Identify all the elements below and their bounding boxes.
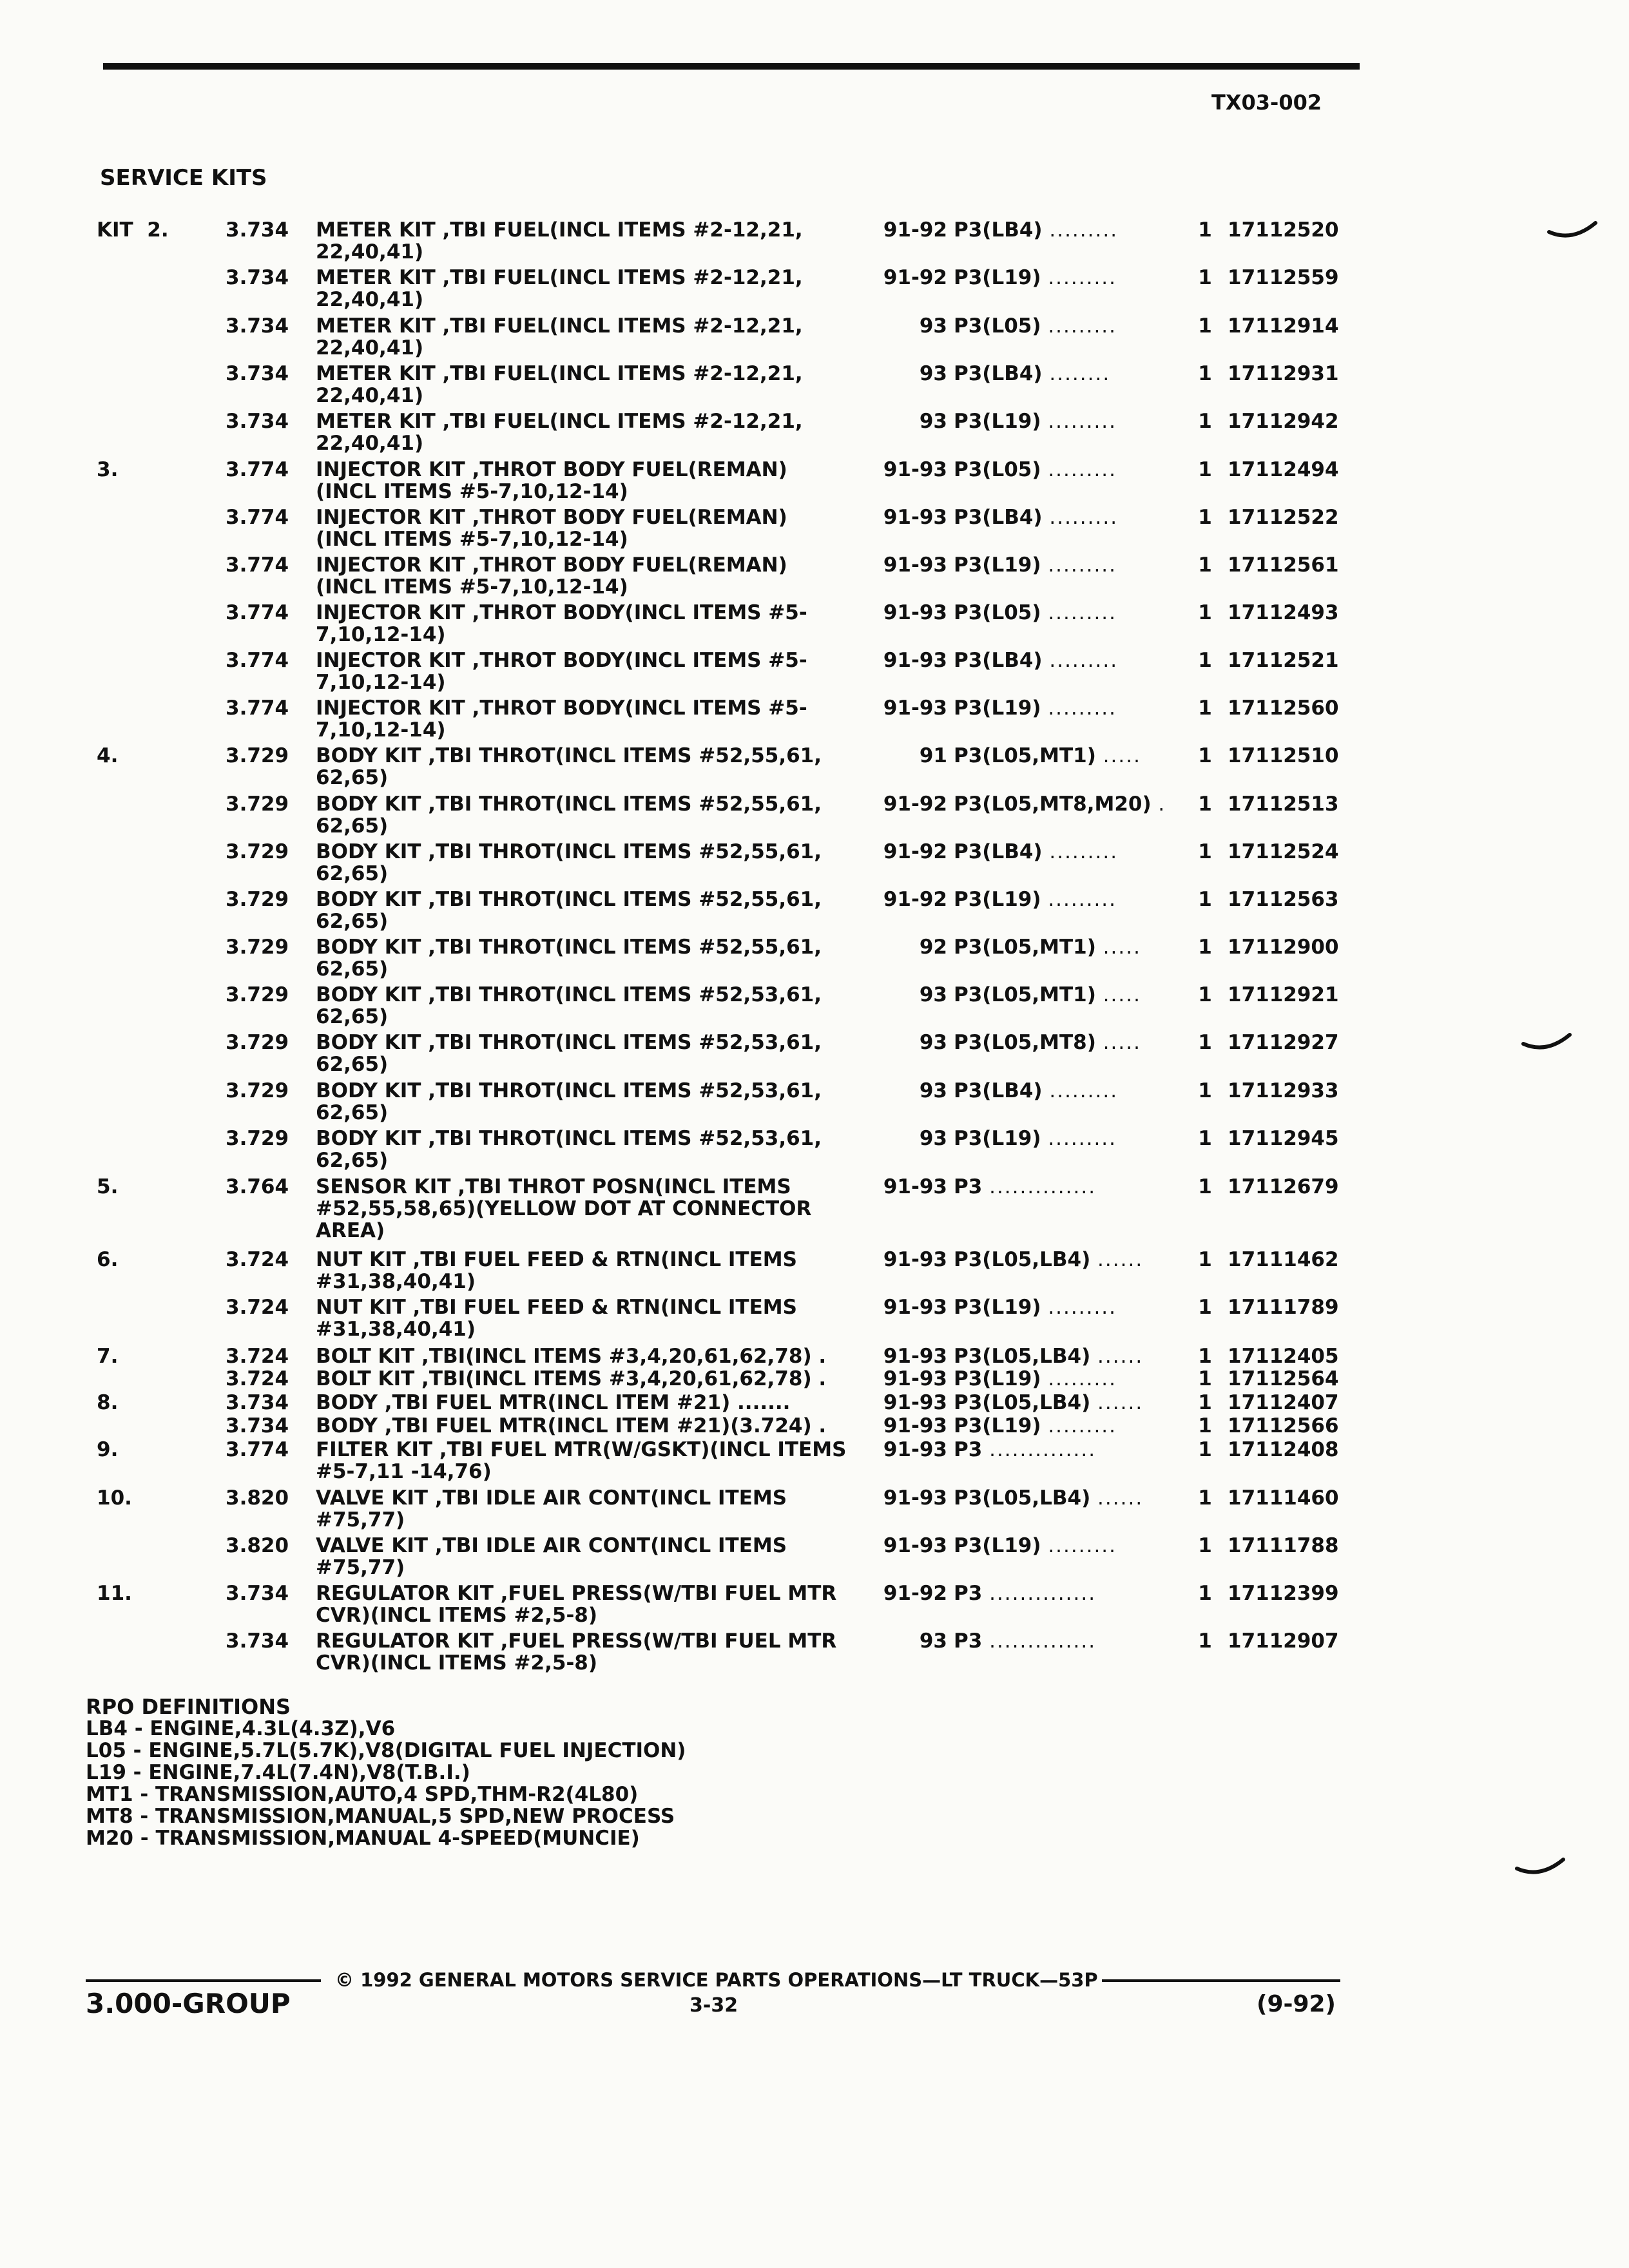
model-code-text: P3(L05) [954, 458, 1041, 481]
model-code-text: P3(LB4) [954, 218, 1043, 242]
part-description: VALVE KIT ,TBI IDLE AIR CONT(INCL ITEMS #75,77) [316, 1486, 787, 1532]
quantity: 1 [1198, 266, 1212, 289]
leader-dots: .............. [989, 1175, 1097, 1198]
quantity: 1 [1198, 1391, 1212, 1414]
leader-dots: ......... [1049, 840, 1119, 863]
quantity: 1 [1198, 1438, 1212, 1461]
part-description: BODY KIT ,TBI THROT(INCL ITEMS #52,55,61, 62,65) [316, 793, 822, 838]
model-code [954, 363, 1173, 385]
quantity: 1 [1198, 506, 1212, 529]
reference-number: 3.729 [226, 1079, 289, 1102]
footer-date: (9-92) [1257, 1991, 1336, 2017]
quantity: 1 [1198, 1248, 1212, 1271]
part-description: BODY KIT ,TBI THROT(INCL ITEMS #52,53,61, 62,65) [316, 1127, 822, 1172]
reference-number: 3.774 [226, 506, 289, 529]
quantity: 1 [1198, 1079, 1212, 1102]
reference-number: 3.774 [226, 553, 289, 577]
reference-number: 3.734 [226, 1582, 289, 1605]
reference-number: 3.724 [226, 1248, 289, 1271]
model-code-text: P3(L05,LB4) [954, 1248, 1091, 1271]
reference-number: 3.724 [226, 1345, 289, 1368]
part-description: BODY KIT ,TBI THROT(INCL ITEMS #52,53,61, 62,65) [316, 1031, 822, 1076]
leader-dots: ......... [1049, 649, 1119, 672]
part-description: REGULATOR KIT ,FUEL PRESS(W/TBI FUEL MTR CVR)(INCL ITEMS #2,5-8) [316, 1629, 837, 1675]
part-number: 17112942 [1228, 410, 1339, 433]
footer-copyright: © 1992 GENERAL MOTORS SERVICE PARTS OPERATIONS—LT TRUCK—53P [335, 1969, 1098, 1991]
footer-rule-right [1102, 1979, 1340, 1982]
leader-dots: ......... [1049, 218, 1119, 242]
top-rule [103, 63, 1360, 70]
model-year: 91-93 [883, 1367, 947, 1390]
reference-number: 3.729 [226, 1031, 289, 1054]
model-code-text: P3 [954, 1438, 983, 1461]
rpo-line: M20 - TRANSMISSION,MANUAL 4-SPEED(MUNCIE) [86, 1827, 640, 1850]
model-year: 91 [919, 744, 947, 767]
part-number: 17112521 [1228, 649, 1339, 672]
reference-number: 3.820 [226, 1534, 289, 1557]
part-description: FILTER KIT ,TBI FUEL MTR(W/GSKT)(INCL ITEMS #5-7,11 -14,76) [316, 1438, 847, 1483]
model-code-text: P3(L19) [954, 1127, 1041, 1150]
leader-dots: ...... [1097, 1248, 1144, 1271]
part-number: 17112493 [1228, 601, 1339, 624]
reference-number: 3.734 [226, 362, 289, 385]
rpo-line: L05 - ENGINE,5.7L(5.7K),V8(DIGITAL FUEL INJECTION) [86, 1739, 686, 1762]
model-code [954, 602, 1173, 624]
leader-dots: ......... [1048, 314, 1117, 338]
part-number: 17112907 [1228, 1629, 1339, 1653]
leader-dots: ...... [1097, 1345, 1144, 1368]
part-number: 17112679 [1228, 1175, 1339, 1198]
model-year: 91-93 [883, 506, 947, 529]
model-code [954, 1368, 1173, 1390]
leader-dots: ...... [1097, 1486, 1144, 1510]
model-code-text: P3 [954, 1175, 983, 1198]
part-number: 17112945 [1228, 1127, 1339, 1150]
model-code-text: P3(L19) [954, 697, 1041, 720]
part-description: INJECTOR KIT ,THROT BODY(INCL ITEMS #5- 7,10,12-14) [316, 601, 807, 646]
part-number: 17112914 [1228, 314, 1339, 338]
part-description: NUT KIT ,TBI FUEL FEED & RTN(INCL ITEMS #31,38,40,41) [316, 1248, 797, 1293]
quantity: 1 [1198, 840, 1212, 863]
reference-number: 3.729 [226, 840, 289, 863]
quantity: 1 [1198, 458, 1212, 481]
model-year: 91-92 [883, 1582, 947, 1605]
part-description: INJECTOR KIT ,THROT BODY FUEL(REMAN) (INCL ITEMS #5-7,10,12-14) [316, 458, 787, 503]
model-code-text: P3 [954, 1629, 983, 1653]
model-year: 93 [919, 1079, 947, 1102]
binder-mark [1521, 1031, 1572, 1057]
part-description: INJECTOR KIT ,THROT BODY(INCL ITEMS #5- 7,10,12-14) [316, 649, 807, 694]
model-year: 91-93 [883, 1414, 947, 1437]
leader-dots: ..... [1103, 983, 1141, 1006]
reference-number: 3.734 [226, 410, 289, 433]
quantity: 1 [1198, 1582, 1212, 1605]
reference-number: 3.729 [226, 793, 289, 816]
part-description: METER KIT ,TBI FUEL(INCL ITEMS #2-12,21, 22,40,41) [316, 218, 803, 264]
binder-mark [1514, 1856, 1566, 1881]
leader-dots: ...... [1097, 1391, 1144, 1414]
leader-dots: ......... [1048, 266, 1117, 289]
kit-number: 7. [97, 1345, 119, 1368]
model-code [954, 841, 1173, 863]
model-year: 91-93 [883, 697, 947, 720]
rpo-line: MT8 - TRANSMISSION,MANUAL,5 SPD,NEW PROCESS [86, 1805, 675, 1828]
model-year: 91-93 [883, 1345, 947, 1368]
kit-number: 10. [97, 1486, 132, 1510]
model-code [954, 984, 1173, 1006]
model-code [954, 554, 1173, 576]
part-number: 17112564 [1228, 1367, 1339, 1390]
model-code [954, 1296, 1173, 1318]
part-description: BODY KIT ,TBI THROT(INCL ITEMS #52,53,61, 62,65) [316, 983, 822, 1028]
model-code-text: P3(L19) [954, 553, 1041, 577]
model-code [954, 793, 1173, 815]
leader-dots: ......... [1048, 1414, 1117, 1437]
model-code [954, 1080, 1173, 1102]
kit-number: 5. [97, 1175, 119, 1198]
model-year: 91-93 [883, 649, 947, 672]
model-code [954, 1415, 1173, 1437]
leader-dots: ......... [1048, 888, 1117, 911]
model-code [954, 745, 1173, 767]
model-year: 91-93 [883, 458, 947, 481]
leader-dots: ......... [1048, 1534, 1117, 1557]
part-number: 17112408 [1228, 1438, 1339, 1461]
kit-number: 4. [97, 744, 119, 767]
part-number: 17112522 [1228, 506, 1339, 529]
quantity: 1 [1198, 744, 1212, 767]
quantity: 1 [1198, 888, 1212, 911]
leader-dots: ......... [1048, 601, 1117, 624]
part-description: BODY KIT ,TBI THROT(INCL ITEMS #52,53,61, 62,65) [316, 1079, 822, 1124]
part-description: REGULATOR KIT ,FUEL PRESS(W/TBI FUEL MTR CVR)(INCL ITEMS #2,5-8) [316, 1582, 837, 1627]
leader-dots: .............. [989, 1438, 1097, 1461]
part-number: 17112524 [1228, 840, 1339, 863]
leader-dots: ......... [1048, 410, 1117, 433]
quantity: 1 [1198, 314, 1212, 338]
model-year: 91-92 [883, 218, 947, 242]
model-code-text: P3(L19) [954, 888, 1041, 911]
leader-dots: ......... [1048, 1296, 1117, 1319]
section-title: SERVICE KITS [100, 165, 267, 191]
reference-number: 3.729 [226, 744, 289, 767]
quantity: 1 [1198, 697, 1212, 720]
quantity: 1 [1198, 218, 1212, 242]
part-description: BOLT KIT ,TBI(INCL ITEMS #3,4,20,61,62,78) . [316, 1345, 827, 1368]
leader-dots: ......... [1048, 1367, 1117, 1390]
model-code [954, 1535, 1173, 1557]
reference-number: 3.764 [226, 1175, 289, 1198]
rpo-definitions [86, 1696, 686, 1849]
reference-number: 3.820 [226, 1486, 289, 1510]
part-description: METER KIT ,TBI FUEL(INCL ITEMS #2-12,21, 22,40,41) [316, 410, 803, 455]
binder-mark [1547, 219, 1598, 245]
model-year: 91-93 [883, 1175, 947, 1198]
leader-dots: .............. [989, 1629, 1097, 1653]
part-description: BODY ,TBI FUEL MTR(INCL ITEM #21) ....... [316, 1391, 791, 1414]
part-number: 17112559 [1228, 266, 1339, 289]
model-year: 92 [919, 936, 947, 959]
part-number: 17112931 [1228, 362, 1339, 385]
reference-number: 3.734 [226, 314, 289, 338]
model-code-text: P3(L05,MT1) [954, 744, 1096, 767]
reference-number: 3.729 [226, 1127, 289, 1150]
model-year: 93 [919, 1127, 947, 1150]
part-description: INJECTOR KIT ,THROT BODY FUEL(REMAN) (INCL ITEMS #5-7,10,12-14) [316, 553, 787, 599]
part-number: 17112399 [1228, 1582, 1339, 1605]
footer-rule-left [86, 1979, 321, 1982]
part-number: 17112513 [1228, 793, 1339, 816]
model-year: 91-93 [883, 1486, 947, 1510]
model-code [954, 1345, 1173, 1367]
model-code [954, 219, 1173, 241]
model-year: 91-92 [883, 840, 947, 863]
part-description: METER KIT ,TBI FUEL(INCL ITEMS #2-12,21, 22,40,41) [316, 314, 803, 360]
page-number: 3-32 [689, 1994, 738, 2017]
model-code [954, 267, 1173, 289]
reference-number: 3.734 [226, 1391, 289, 1414]
model-year: 91-92 [883, 793, 947, 816]
reference-number: 3.724 [226, 1367, 289, 1390]
kit-number: 11. [97, 1582, 132, 1605]
part-description: SENSOR KIT ,TBI THROT POSN(INCL ITEMS #52,55,58,65)(YELLOW DOT AT CONNECTOR AREA) [316, 1175, 812, 1242]
part-description: INJECTOR KIT ,THROT BODY(INCL ITEMS #5- 7,10,12-14) [316, 697, 807, 742]
part-description: BODY KIT ,TBI THROT(INCL ITEMS #52,55,61, 62,65) [316, 744, 822, 789]
kit-number: KIT 2. [97, 218, 169, 242]
leader-dots: ..... [1103, 1031, 1141, 1054]
rpo-line: MT1 - TRANSMISSION,AUTO,4 SPD,THM-R2(4L80) [86, 1783, 639, 1806]
model-code [954, 889, 1173, 910]
model-code [954, 1582, 1173, 1604]
model-code [954, 1439, 1173, 1461]
quantity: 1 [1198, 1296, 1212, 1319]
kit-number: 8. [97, 1391, 119, 1414]
reference-number: 3.774 [226, 1438, 289, 1461]
quantity: 1 [1198, 1175, 1212, 1198]
rpo-title: RPO DEFINITIONS [86, 1695, 291, 1719]
leader-dots: ......... [1049, 1079, 1119, 1102]
model-code [954, 1392, 1173, 1414]
model-code-text: P3(LB4) [954, 506, 1043, 529]
quantity: 1 [1198, 1031, 1212, 1054]
part-description: BODY KIT ,TBI THROT(INCL ITEMS #52,55,61, 62,65) [316, 888, 822, 933]
quantity: 1 [1198, 601, 1212, 624]
part-number: 17112900 [1228, 936, 1339, 959]
quantity: 1 [1198, 362, 1212, 385]
model-code-text: P3(L19) [954, 1414, 1041, 1437]
quantity: 1 [1198, 1414, 1212, 1437]
part-description: BODY KIT ,TBI THROT(INCL ITEMS #52,55,61, 62,65) [316, 936, 822, 981]
quantity: 1 [1198, 983, 1212, 1006]
part-number: 17112520 [1228, 218, 1339, 242]
quantity: 1 [1198, 936, 1212, 959]
model-year: 91-93 [883, 1391, 947, 1414]
document-code: TX03-002 [1211, 90, 1322, 115]
model-year: 91-93 [883, 1534, 947, 1557]
model-code-text: P3(LB4) [954, 362, 1043, 385]
model-code [954, 936, 1173, 958]
reference-number: 3.734 [226, 218, 289, 242]
model-code-text: P3 [954, 1582, 983, 1605]
reference-number: 3.774 [226, 601, 289, 624]
leader-dots: .............. [989, 1582, 1097, 1605]
part-number: 17112563 [1228, 888, 1339, 911]
rpo-line: LB4 - ENGINE,4.3L(4.3Z),V6 [86, 1717, 396, 1740]
model-code-text: P3(L05,LB4) [954, 1391, 1091, 1414]
model-year: 93 [919, 1629, 947, 1653]
model-code [954, 649, 1173, 671]
quantity: 1 [1198, 1345, 1212, 1368]
model-year: 91-92 [883, 888, 947, 911]
part-number: 17112566 [1228, 1414, 1339, 1437]
part-description: NUT KIT ,TBI FUEL FEED & RTN(INCL ITEMS #31,38,40,41) [316, 1296, 797, 1341]
model-code-text: P3(L05) [954, 601, 1041, 624]
quantity: 1 [1198, 1127, 1212, 1150]
reference-number: 3.774 [226, 697, 289, 720]
quantity: 1 [1198, 649, 1212, 672]
model-code [954, 506, 1173, 528]
leader-dots: . [1158, 793, 1166, 816]
part-description: BODY ,TBI FUEL MTR(INCL ITEM #21)(3.724) . [316, 1414, 827, 1437]
part-number: 17112494 [1228, 458, 1339, 481]
model-code-text: P3(L19) [954, 1534, 1041, 1557]
quantity: 1 [1198, 793, 1212, 816]
model-code-text: P3(L19) [954, 266, 1041, 289]
part-description: VALVE KIT ,TBI IDLE AIR CONT(INCL ITEMS #75,77) [316, 1534, 787, 1579]
part-description: BODY KIT ,TBI THROT(INCL ITEMS #52,55,61, 62,65) [316, 840, 822, 885]
part-number: 17112510 [1228, 744, 1339, 767]
model-code-text: P3(LB4) [954, 649, 1043, 672]
model-code [954, 1487, 1173, 1509]
reference-number: 3.729 [226, 888, 289, 911]
model-code-text: P3(L05,MT1) [954, 983, 1096, 1006]
leader-dots: ......... [1048, 553, 1117, 577]
model-year: 91-93 [883, 1438, 947, 1461]
kit-number: 9. [97, 1438, 119, 1461]
leader-dots: ..... [1103, 744, 1141, 767]
reference-number: 3.734 [226, 1629, 289, 1653]
rpo-line: L19 - ENGINE,7.4L(7.4N),V8(T.B.I.) [86, 1761, 470, 1784]
model-code-text: P3(L19) [954, 1367, 1041, 1390]
model-year: 93 [919, 362, 947, 385]
model-year: 93 [919, 983, 947, 1006]
reference-number: 3.734 [226, 266, 289, 289]
model-code [954, 1630, 1173, 1652]
leader-dots: ........ [1049, 362, 1111, 385]
model-code-text: P3(LB4) [954, 1079, 1043, 1102]
part-description: METER KIT ,TBI FUEL(INCL ITEMS #2-12,21, 22,40,41) [316, 266, 803, 311]
model-year: 93 [919, 314, 947, 338]
reference-number: 3.774 [226, 458, 289, 481]
model-code-text: P3(L05,MT1) [954, 936, 1096, 959]
leader-dots: ......... [1049, 506, 1119, 529]
model-year: 91-93 [883, 1296, 947, 1319]
model-code [954, 697, 1173, 719]
model-code [954, 410, 1173, 432]
part-description: BOLT KIT ,TBI(INCL ITEMS #3,4,20,61,62,78) . [316, 1367, 827, 1390]
model-code-text: P3(L05,MT8) [954, 1031, 1096, 1054]
quantity: 1 [1198, 553, 1212, 577]
model-code-text: P3(L05,LB4) [954, 1486, 1091, 1510]
part-number: 17112561 [1228, 553, 1339, 577]
model-code [954, 1249, 1173, 1271]
model-code-text: P3(L05,MT8,M20) [954, 793, 1152, 816]
model-code [954, 1128, 1173, 1149]
part-number: 17112405 [1228, 1345, 1339, 1368]
part-description: INJECTOR KIT ,THROT BODY FUEL(REMAN) (INCL ITEMS #5-7,10,12-14) [316, 506, 787, 551]
part-number: 17111789 [1228, 1296, 1339, 1319]
part-number: 17112921 [1228, 983, 1339, 1006]
part-number: 17111788 [1228, 1534, 1339, 1557]
quantity: 1 [1198, 410, 1212, 433]
part-number: 17112927 [1228, 1031, 1339, 1054]
model-code [954, 315, 1173, 337]
leader-dots: ..... [1103, 936, 1141, 959]
model-code [954, 1176, 1173, 1198]
model-code-text: P3(L05,LB4) [954, 1345, 1091, 1368]
part-number: 17112407 [1228, 1391, 1339, 1414]
footer-group: 3.000-GROUP [86, 1988, 291, 2019]
model-code [954, 1032, 1173, 1053]
reference-number: 3.734 [226, 1414, 289, 1437]
reference-number: 3.729 [226, 983, 289, 1006]
kit-number: 3. [97, 458, 119, 481]
part-number: 17112933 [1228, 1079, 1339, 1102]
quantity: 1 [1198, 1534, 1212, 1557]
kit-number: 6. [97, 1248, 119, 1271]
model-code-text: P3(L19) [954, 1296, 1041, 1319]
model-code [954, 459, 1173, 481]
leader-dots: ......... [1048, 458, 1117, 481]
model-code-text: P3(L05) [954, 314, 1041, 338]
reference-number: 3.774 [226, 649, 289, 672]
model-year: 91-93 [883, 1248, 947, 1271]
leader-dots: ......... [1048, 1127, 1117, 1150]
quantity: 1 [1198, 1367, 1212, 1390]
quantity: 1 [1198, 1629, 1212, 1653]
reference-number: 3.724 [226, 1296, 289, 1319]
model-code-text: P3(L19) [954, 410, 1041, 433]
model-code-text: P3(LB4) [954, 840, 1043, 863]
model-year: 91-93 [883, 601, 947, 624]
reference-number: 3.729 [226, 936, 289, 959]
part-number: 17111462 [1228, 1248, 1339, 1271]
model-year: 93 [919, 1031, 947, 1054]
part-number: 17111460 [1228, 1486, 1339, 1510]
part-number: 17112560 [1228, 697, 1339, 720]
model-year: 93 [919, 410, 947, 433]
quantity: 1 [1198, 1486, 1212, 1510]
part-description: METER KIT ,TBI FUEL(INCL ITEMS #2-12,21, 22,40,41) [316, 362, 803, 407]
model-year: 91-93 [883, 553, 947, 577]
leader-dots: ......... [1048, 697, 1117, 720]
model-year: 91-92 [883, 266, 947, 289]
